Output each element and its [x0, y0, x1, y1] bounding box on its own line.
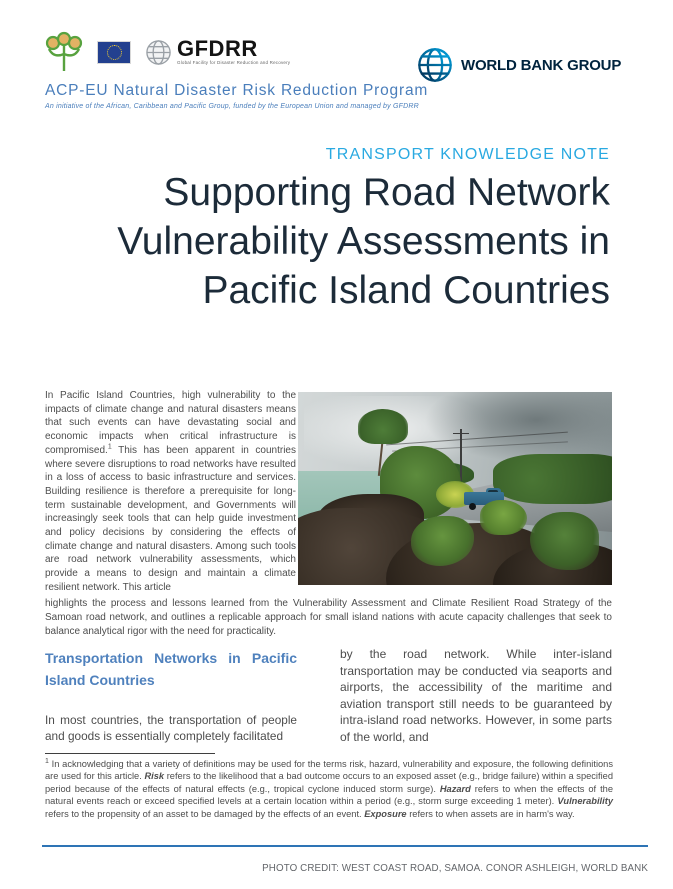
footnote-part: refers to the likelihood that a bad outcome occurs to an exposed asset (e.g., bridge failure) within a specified period because of the effects of natural effects (e.g., tropical cyclone induced storm surge).: [45, 771, 613, 794]
photo-power-pole: [460, 429, 462, 481]
acp-logo-icon: [45, 30, 83, 74]
footnote-term-exposure: Exposure: [364, 808, 407, 819]
eu-stars-ring: [107, 45, 122, 60]
footnote-part: In acknowledging that a variety of definitions may be used for the terms risk, hazard, vulnerability and exposure, the following definitions are used for this article.: [45, 759, 613, 782]
intro-paragraph: [45, 389, 296, 595]
truck-wheel: [469, 503, 476, 510]
footnote-text: [45, 758, 613, 820]
footnote-part: refers to when assets are in harm's way.: [406, 808, 575, 819]
photo-roadside-hedge: [493, 454, 612, 504]
footnote-reference: 1: [107, 443, 112, 451]
title-line-1: Supporting Road Network: [163, 171, 610, 214]
section-heading: Transportation Networks in Pacific Island Countries: [45, 650, 297, 688]
footnote-number: 1: [45, 757, 49, 765]
photo-foreground-plants: [530, 512, 599, 570]
partner-logo-row: [45, 29, 428, 75]
series-kicker: TRANSPORT KNOWLEDGE NOTE: [325, 146, 610, 163]
program-tagline: An initiative of the African, Caribbean and Pacific Group, funded by the European Union and managed by GFDRR: [45, 103, 419, 110]
eu-flag-icon: [98, 42, 130, 63]
title-line-3: Pacific Island Countries: [202, 269, 610, 312]
gfdrr-globe-icon: [145, 39, 172, 66]
gfdrr-wordmark: [177, 38, 290, 66]
intro-text-2: This has been apparent in countries where severe disruptions to road networks have resulted in a loss of access to basic infrastructure and services. Building resilience is therefore a prerequisite for long-term sustainable development, and Governments will increasingly seek tools that can help guide investment and policy decisions by considering the effects of climate change and natural disasters. Among such tools are road network vulnerability assessments, which provide a means to design and maintain a climate resilient network. This article: [45, 444, 296, 593]
world-bank-globe-icon: [416, 46, 454, 84]
intro-text-1: In Pacific Island Countries, high vulnerability to the impacts of climate change and natural disasters means that such events can have devastating social and economic impacts when critical infrastructure is compromised.: [45, 390, 296, 456]
world-bank-label: WORLD BANK GROUP: [461, 56, 622, 74]
intro-paragraph-continued: highlights the process and lessons learned from the Vulnerability Assessment and Climate Resilient Road Strategy of the Samoan road network, and outlines a replicable approach for small island nations with acute capacity challenges that seek to balance analytical rigor with the need for practicality.: [45, 598, 612, 637]
photo-dark-cloud: [424, 392, 612, 463]
footnote-divider: [45, 753, 215, 754]
section-left-paragraph: In most countries, the transportation of people and goods is essentially completely facilitated: [45, 713, 297, 743]
photo-palm-fronds: [358, 409, 408, 444]
world-bank-logo: [416, 46, 621, 84]
photo-west-coast-road: [298, 392, 612, 585]
photo-foreground-plants: [480, 500, 527, 535]
gfdrr-name: GFDRR: [177, 36, 258, 62]
photo-credit: PHOTO CREDIT: WEST COAST ROAD, SAMOA. CONOR ASHLEIGH, WORLD BANK: [262, 863, 648, 874]
gfdrr-tagline: Global Facility for Disaster Reduction and Recovery: [177, 60, 291, 66]
footer-divider: [42, 845, 648, 847]
program-title: ACP-EU Natural Disaster Risk Reduction Program: [45, 82, 429, 99]
footnote-term-vulnerability: Vulnerability: [557, 796, 613, 807]
page-title: [35, 168, 610, 315]
photo-power-pole-crossarm: [453, 433, 469, 435]
footnote-part: refers to the propensity of an asset to be damaged by the effects of an event.: [45, 808, 365, 819]
section-right-paragraph: by the road network. While inter-island transportation may be conducted via seaports and airports, the accessibility of the maritime and aviation transport still needs to be guaranteed by intra-island road networks. However, in some parts of the world, and: [340, 647, 612, 744]
footnote-part: refers to when the effects of the natural events reach or exceed specified levels at a certain location within a period (e.g., storm surge exceeding 1 meter).: [45, 783, 613, 807]
footnote-term-hazard: Hazard: [439, 783, 471, 794]
program-header: [45, 29, 428, 110]
gfdrr-logo: [145, 38, 290, 66]
footnote-term-risk: Risk: [144, 771, 165, 782]
title-line-2: Vulnerability Assessments in: [117, 220, 610, 263]
